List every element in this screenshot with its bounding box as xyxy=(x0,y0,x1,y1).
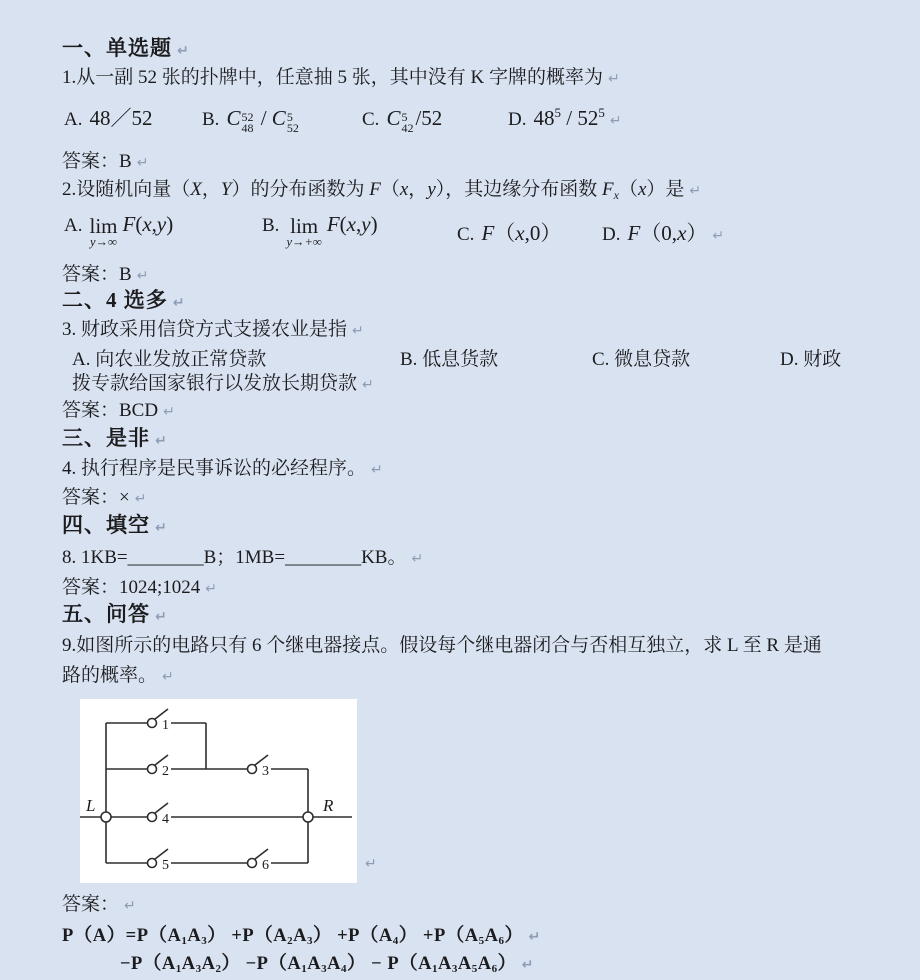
terminal-l-label: L xyxy=(86,796,96,815)
option-2c: C. F（x,0） xyxy=(457,221,562,245)
option-1d: D. $48^5$ / $52^5↵$ xyxy=(508,105,622,130)
option-3a: A. 向农业发放正常贷款 xyxy=(72,349,267,370)
pilcrow-mark: ↵ xyxy=(365,856,377,872)
pilcrow-mark: ↵ xyxy=(712,228,725,244)
answer-9-formula-line1: $P(A)=P(A_1A_3) +P(A_2A_3) +P(A_4) +P(A_5A_6)$ ↵ xyxy=(62,926,541,947)
answer-9-formula-line2: $-P(A_1A_3A_2) -P(A_1A_3A_4) - P(A_1A_3A_5A_6)$ ↵ xyxy=(120,954,534,975)
pilcrow-mark: ↵ xyxy=(352,323,364,339)
question-2-text: 2.设随机向量（X，Y）的分布函数为 F（x，y），其边缘分布函数 $F_x(x)$是 ↵ xyxy=(62,179,702,202)
section-4-heading: 四、填空 ↵ xyxy=(62,513,168,537)
question-1-text: 1.从一副 52 张的扑牌中，任意抽 5 张，其中没有 K 字牌的概率为 ↵ xyxy=(62,67,620,88)
pilcrow-mark: ↵ xyxy=(124,898,136,914)
terminal-node-left xyxy=(101,812,111,822)
pilcrow-mark: ↵ xyxy=(528,929,541,945)
question-3-text: 3. 财政采用信贷方式支援农业是指 ↵ xyxy=(62,319,364,340)
question-1-options xyxy=(62,106,902,136)
option-2d: D. F（0,x） ↵ xyxy=(602,221,725,245)
answer-4: 答案：× ↵ xyxy=(62,487,147,508)
switch-5-contact xyxy=(148,859,157,868)
pilcrow-mark: ↵ xyxy=(162,669,174,685)
pilcrow-mark: ↵ xyxy=(134,491,147,507)
terminal-node-right xyxy=(303,812,313,822)
answer-2: 答案：B ↵ xyxy=(62,264,149,285)
section-1-heading xyxy=(62,36,190,63)
option-3c: C. 微息贷款 xyxy=(592,349,691,370)
question-9-text-line2: 路的概率。 ↵ xyxy=(62,665,174,686)
section-5-heading: 五、问答 ↵ xyxy=(62,602,168,626)
pilcrow-mark: ↵ xyxy=(521,957,534,973)
pilcrow-mark: ↵ xyxy=(177,43,190,59)
answer-1: 答案：B ↵ xyxy=(62,151,149,172)
section-3-heading: 三、是非 ↵ xyxy=(62,426,168,450)
pilcrow-mark: ↵ xyxy=(136,268,149,284)
question-2-options xyxy=(62,212,902,260)
option-3d: D. 财政 xyxy=(780,349,842,370)
question-4-text: 4. 执行程序是民事诉讼的必经程序。 ↵ xyxy=(62,458,383,479)
switch-1-label: 1 xyxy=(162,718,169,733)
option-1c: C. C 5 42 /52 xyxy=(362,106,443,135)
pilcrow-mark: ↵ xyxy=(205,581,218,597)
section-2-heading: 二、4 选多 ↵ xyxy=(62,288,186,312)
switch-2-label: 2 xyxy=(162,764,169,779)
pilcrow-mark: ↵ xyxy=(607,71,620,87)
pilcrow-mark: ↵ xyxy=(411,551,424,567)
option-1a: A. 48／52 xyxy=(64,106,153,130)
section-1-heading-text: 一、单选题 xyxy=(62,36,172,60)
switch-3-contact xyxy=(248,765,257,774)
relay-circuit-svg xyxy=(80,699,357,883)
circuit-diagram xyxy=(80,699,357,883)
answer-8: 答案：1024;1024 ↵ xyxy=(62,577,218,598)
pilcrow-mark: ↵ xyxy=(371,462,383,478)
circuit-wires xyxy=(80,709,352,863)
option-1b: B. C 52 48 / C 5 52 xyxy=(202,106,299,135)
pilcrow-mark: ↵ xyxy=(136,155,149,171)
pilcrow-mark: ↵ xyxy=(155,433,168,449)
option-2b: B. lim y→+∞ F(x,y) xyxy=(262,212,378,249)
pilcrow-mark: ↵ xyxy=(155,609,168,625)
answer-3: 答案：BCD ↵ xyxy=(62,400,175,421)
terminal-r-label: R xyxy=(323,796,334,815)
switch-6-label: 6 xyxy=(262,858,269,873)
switch-3-label: 3 xyxy=(262,764,269,779)
switch-1-contact xyxy=(148,719,157,728)
pilcrow-mark: ↵ xyxy=(362,377,374,393)
question-3-option-d-wrap: 拨专款给国家银行以发放长期贷款 ↵ xyxy=(72,373,374,394)
switch-6-contact xyxy=(248,859,257,868)
switch-4-label: 4 xyxy=(162,812,169,827)
switch-2-contact xyxy=(148,765,157,774)
question-8-text: 8. 1KB=________B；1MB=________KB。 ↵ xyxy=(62,547,424,568)
option-3b: B. 低息货款 xyxy=(400,349,499,370)
switch-5-label: 5 xyxy=(162,858,169,873)
pilcrow-mark: ↵ xyxy=(689,183,702,199)
pilcrow-mark: ↵ xyxy=(163,404,175,420)
option-2a: A. lim y→∞ F(x,y) xyxy=(64,212,174,249)
switch-4-contact xyxy=(148,813,157,822)
pilcrow-mark: ↵ xyxy=(155,520,168,536)
answer-9-label: 答案： ↵ xyxy=(62,894,136,915)
question-9-text-line1: 9.如图所示的电路只有 6 个继电器接点。假设每个继电器闭合与否相互独立，求 L 至 R 是通 xyxy=(62,635,822,656)
pilcrow-mark: ↵ xyxy=(609,113,622,129)
pilcrow-mark: ↵ xyxy=(172,295,186,311)
